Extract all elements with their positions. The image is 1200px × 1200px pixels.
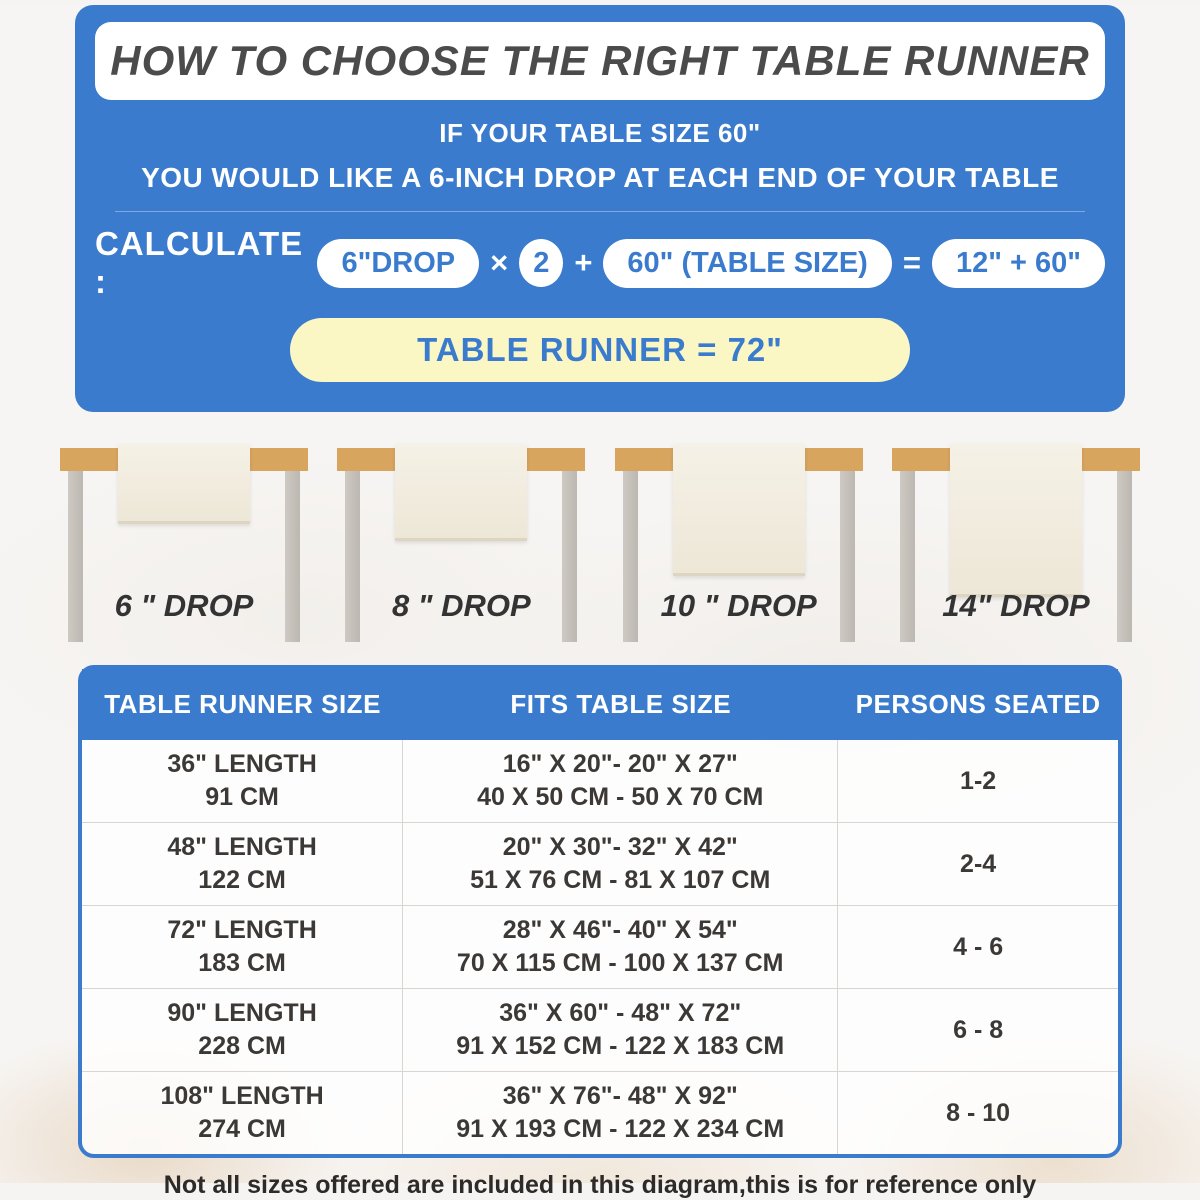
subtitle-line-1: IF YOUR TABLE SIZE 60": [439, 118, 761, 148]
reference-note: Not all sizes offered are included in this diagram,this is for reference only: [163, 1171, 1037, 1199]
calc-pill-drop: 6"DROP: [317, 239, 479, 288]
calc-label: CALCULATE :: [95, 225, 304, 300]
fits-inches: 36" X 76"- 48" X 92": [502, 1082, 738, 1110]
fits-inches: 20" X 30"- 32" X 42": [502, 833, 738, 861]
fits-cm: 91 X 193 CM - 122 X 234 CM: [456, 1115, 785, 1143]
fits-size-cell: [403, 1072, 838, 1154]
fits-cm: 70 X 115 CM - 100 X 137 CM: [456, 949, 784, 977]
fits-size-cell: [403, 740, 838, 822]
drop-figure-6: [60, 438, 308, 652]
page-title: HOW TO CHOOSE THE RIGHT TABLE RUNNER: [110, 37, 1090, 84]
runner-size-cell: [82, 989, 403, 1071]
length-cm: 91 CM: [205, 783, 279, 811]
fits-inches: 16" X 20"- 20" X 27": [502, 750, 738, 778]
drop-label: 8 " DROP: [391, 588, 531, 623]
drop-figure-14: [892, 438, 1140, 652]
drop-label: 14" DROP: [942, 588, 1090, 623]
table-row: [82, 822, 1118, 905]
fits-cm: 91 X 152 CM - 122 X 183 CM: [456, 1032, 785, 1060]
header-panel: [75, 5, 1125, 412]
table-row: [82, 1071, 1118, 1154]
runner-size-cell: [82, 823, 403, 905]
length-cm: 228 CM: [198, 1032, 286, 1060]
result-pill: TABLE RUNNER = 72": [290, 318, 910, 382]
persons-cell: 8 - 10: [946, 1098, 1011, 1127]
length-inches: 90" LENGTH: [167, 999, 317, 1027]
fits-size-cell: [403, 906, 838, 988]
fits-cm: 40 X 50 CM - 50 X 70 CM: [477, 783, 764, 811]
table-row: [82, 740, 1118, 822]
calc-pill-sum: 12" + 60": [932, 239, 1105, 288]
length-inches: 72" LENGTH: [167, 916, 317, 944]
drop-label: 6 " DROP: [114, 588, 254, 623]
fits-size-cell: [403, 989, 838, 1071]
runner-cloth: [118, 444, 250, 524]
equals-operator: =: [902, 245, 921, 280]
drop-figure-8: [337, 438, 585, 652]
length-inches: 36" LENGTH: [167, 750, 317, 778]
fits-inches: 36" X 60" - 48" X 72": [499, 999, 742, 1027]
fits-cm: 51 X 76 CM - 81 X 107 CM: [470, 866, 771, 894]
subtitle-line-2: YOU WOULD LIKE A 6-INCH DROP AT EACH END OF YOUR TABLE: [141, 162, 1059, 193]
runner-size-cell: [82, 906, 403, 988]
size-table: [78, 665, 1122, 1158]
calc-row: [95, 225, 1105, 301]
drop-figure-10: [615, 438, 863, 652]
persons-cell: 1-2: [960, 766, 997, 795]
table-row: [82, 905, 1118, 988]
runner-cloth: [950, 444, 1082, 597]
drop-label: 10 " DROP: [660, 588, 817, 623]
col-header-fits-size: FITS TABLE SIZE: [510, 689, 732, 719]
col-header-persons: PERSONS SEATED: [855, 689, 1101, 719]
length-cm: 183 CM: [198, 949, 286, 977]
calc-pill-factor: 2: [519, 239, 563, 287]
runner-size-cell: [82, 1072, 403, 1154]
calc-pill-table-size: 60" (TABLE SIZE): [603, 239, 891, 288]
table-row: [82, 988, 1118, 1071]
runner-size-cell: [82, 740, 403, 822]
multiply-operator: ×: [490, 245, 509, 280]
title-card: [95, 22, 1105, 100]
persons-cell: 6 - 8: [953, 1015, 1004, 1044]
divider-line: [115, 211, 1085, 212]
infographic: [0, 5, 1200, 1200]
size-table-header: [82, 669, 1118, 740]
persons-cell: 4 - 6: [953, 932, 1004, 961]
fits-inches: 28" X 46"- 40" X 54": [502, 916, 738, 944]
runner-cloth: [395, 444, 527, 541]
length-inches: 48" LENGTH: [167, 833, 317, 861]
length-cm: 274 CM: [198, 1115, 286, 1143]
plus-operator: +: [574, 245, 593, 280]
drop-examples-row: [60, 438, 1140, 652]
col-header-runner-size: TABLE RUNNER SIZE: [104, 689, 381, 719]
length-inches: 108" LENGTH: [160, 1082, 324, 1110]
fits-size-cell: [403, 823, 838, 905]
persons-cell: 2-4: [960, 849, 997, 878]
length-cm: 122 CM: [198, 866, 286, 894]
runner-cloth: [673, 444, 805, 576]
